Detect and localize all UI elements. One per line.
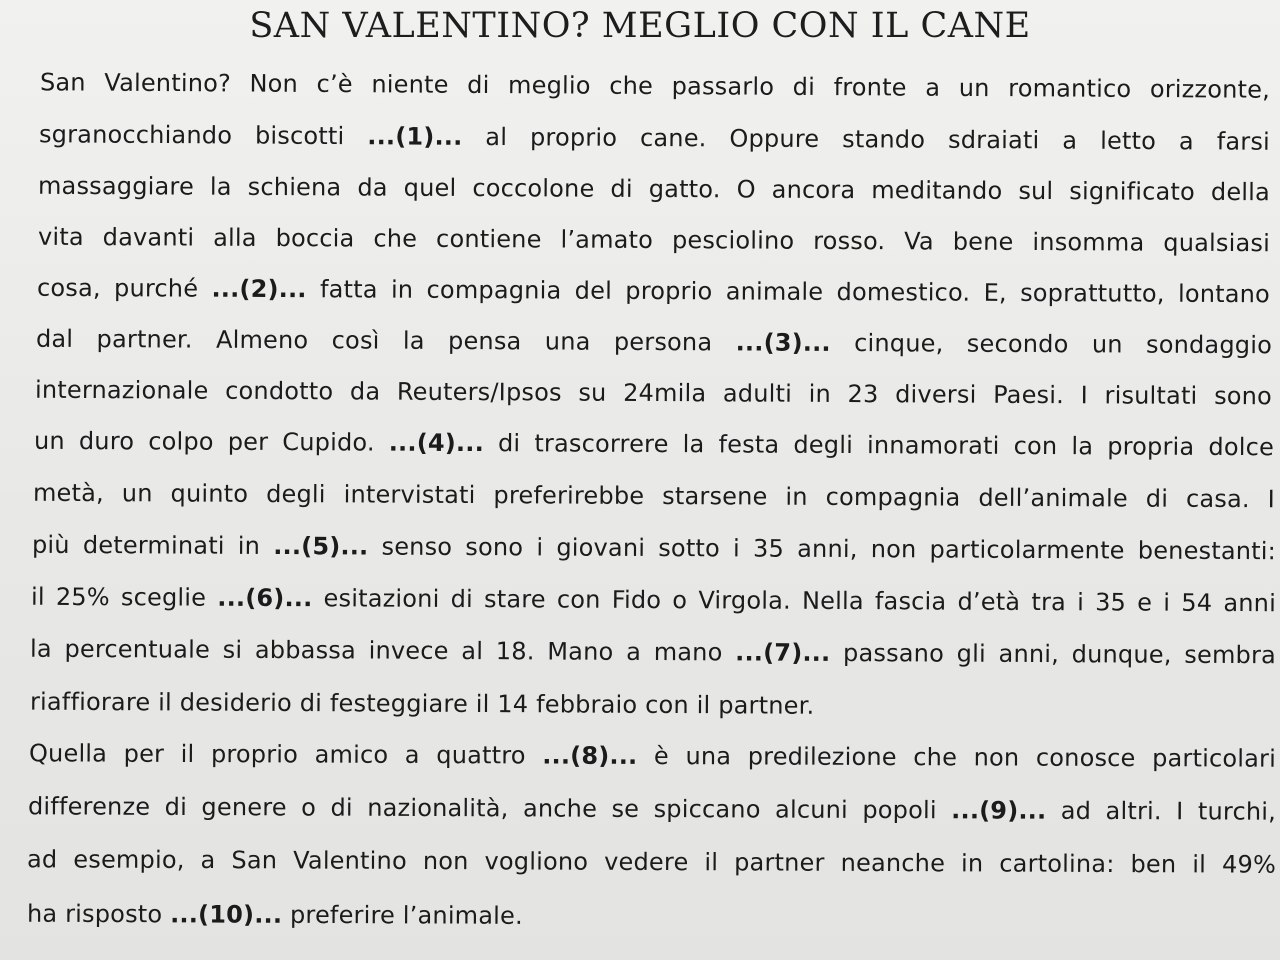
text-segment: senso sono i giovani sotto i 35 anni, non particolarmente benestanti: bbox=[368, 532, 1277, 566]
text-line bbox=[40, 68, 1270, 104]
text-line bbox=[38, 223, 1270, 257]
blank-7: ...(7)... bbox=[735, 638, 831, 667]
text-segment: preferire l’animale. bbox=[282, 900, 523, 930]
text-segment: riaffiorare il desiderio di festeggiare il 14 febbraio con il partner. bbox=[29, 687, 815, 720]
blank-4: ...(4)... bbox=[388, 428, 484, 458]
text-line bbox=[28, 792, 1276, 825]
text-segment: cinque, secondo un sondaggio bbox=[830, 328, 1273, 360]
text-segment: più determinati in bbox=[31, 530, 274, 561]
blank-2: ...(2)... bbox=[211, 274, 307, 304]
text-segment: al proprio cane. Oppure stando sdraiati a letto a farsi bbox=[462, 122, 1271, 156]
text-segment: ad esempio, a San Valentino non vogliono vedere il partner neanche in cartolina: ben il 49% bbox=[26, 845, 1277, 879]
text-line bbox=[39, 120, 1270, 156]
text-segment: esitazioni di stare con Fido o Virgola. Nella fascia d’età tra i 35 e i 54 anni bbox=[312, 584, 1277, 618]
blank-1: ...(1)... bbox=[367, 122, 463, 151]
text-segment: differenze di genere o di nazionalità, anche se spiccano alcuni popoli bbox=[27, 792, 952, 825]
blank-3: ...(3)... bbox=[735, 328, 831, 357]
blank-9: ...(9)... bbox=[951, 796, 1047, 825]
text-line bbox=[34, 427, 1274, 461]
text-line bbox=[30, 688, 930, 721]
text-segment: è una predilezione che non conosce particolari bbox=[637, 741, 1277, 773]
text-segment: il 25% sceglie bbox=[30, 582, 218, 612]
text-segment: ha risposto bbox=[26, 899, 171, 929]
blank-5: ...(5)... bbox=[273, 532, 369, 561]
text-segment: sgranocchiando biscotti bbox=[38, 120, 368, 151]
text-segment: di trascorrere la festa degli innamorati con la propria dolce bbox=[483, 429, 1275, 462]
blank-8: ...(8)... bbox=[542, 741, 638, 770]
text-line bbox=[29, 739, 1276, 772]
text-line bbox=[30, 635, 1276, 670]
text-segment: la percentuale si abbassa invece al 18. Mano a mano bbox=[29, 634, 736, 667]
text-line bbox=[36, 325, 1272, 359]
document-title: SAN VALENTINO? MEGLIO CON IL CANE bbox=[249, 6, 1031, 46]
text-segment: San Valentino? Non c’è niente di meglio che passarlo di fronte a un romantico orizzonte, bbox=[39, 68, 1271, 104]
text-line bbox=[31, 583, 1276, 618]
text-segment: cosa, purché bbox=[36, 273, 212, 303]
text-segment: massaggiare la schiena da quel coccolone di gatto. O ancora meditando sul significato della bbox=[37, 171, 1271, 207]
text-segment: metà, un quinto degli intervistati preferirebbe starsene in compagnia dell’animale di casa. I bbox=[32, 478, 1276, 514]
text-line bbox=[37, 274, 1270, 308]
text-segment: ad altri. I turchi, bbox=[1046, 796, 1277, 826]
text-segment: fatta in compagnia del proprio animale domestico. E, soprattutto, lontano bbox=[306, 275, 1271, 309]
blank-6: ...(6)... bbox=[217, 583, 313, 613]
text-line bbox=[35, 376, 1272, 410]
text-line bbox=[38, 172, 1270, 206]
text-segment: passano gli anni, dunque, sembra bbox=[830, 638, 1277, 670]
blank-10: ...(10)... bbox=[170, 900, 283, 929]
text-line bbox=[32, 531, 1276, 566]
text-line bbox=[27, 900, 627, 931]
text-segment: vita davanti alla boccia che contiene l’amato pesciolino rosso. Va bene insomma qualsiasi bbox=[37, 222, 1271, 258]
text-line bbox=[33, 479, 1275, 514]
text-segment: Quella per il proprio amico a quattro bbox=[28, 739, 543, 770]
text-segment: un duro colpo per Cupido. bbox=[33, 426, 389, 457]
text-segment: internazionale condotto da Reuters/Ipsos su 24mila adulti in 23 diversi Paesi. I risultati sono bbox=[34, 375, 1273, 411]
text-line bbox=[27, 845, 1276, 878]
text-segment: dal partner. Almeno così la pensa una persona bbox=[35, 324, 736, 357]
